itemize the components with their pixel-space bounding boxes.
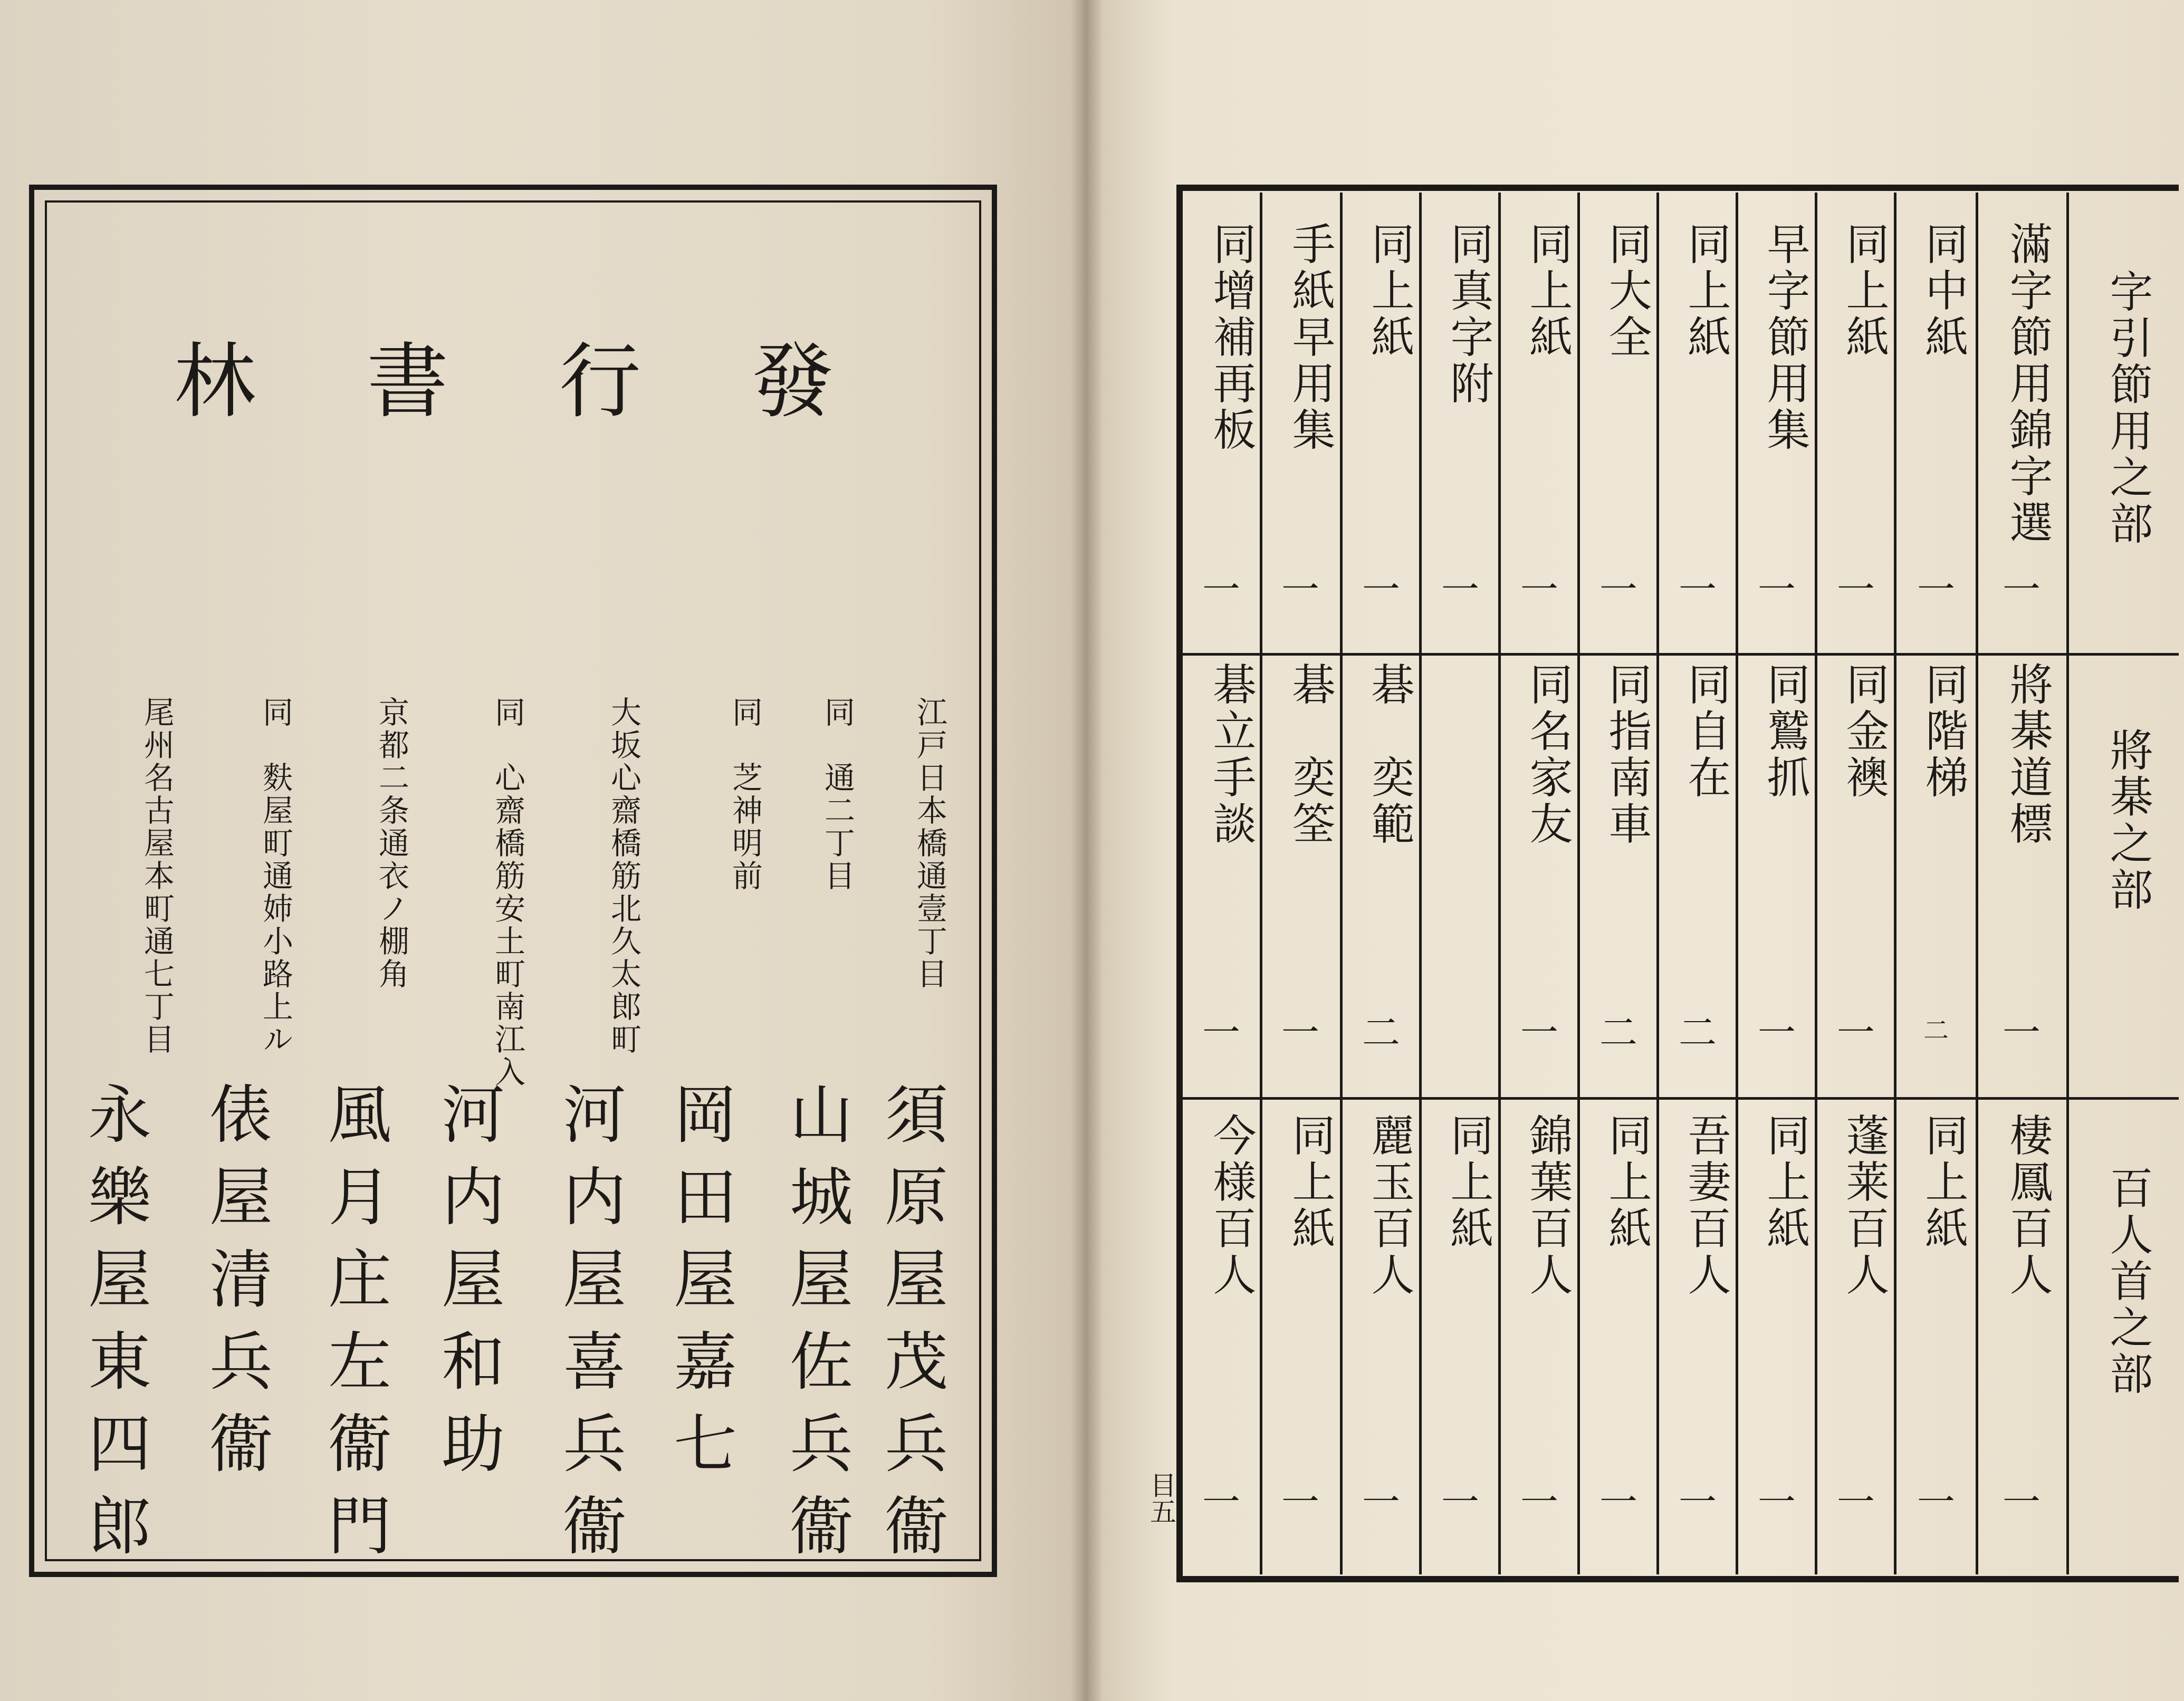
- volume-count: 二: [1362, 1011, 1400, 1055]
- volume-count: 一: [2002, 1480, 2041, 1524]
- section-header: 將棊之部: [2103, 728, 2153, 914]
- header-divider: [2066, 653, 2179, 656]
- volume-count: 一: [1917, 568, 1955, 612]
- publisher-name: 山城屋佐兵衞: [779, 1081, 852, 1575]
- catalog-title: 同真字附: [1443, 222, 1493, 407]
- volume-count: 一: [1441, 1480, 1479, 1524]
- volume-count: 二: [1923, 1016, 1949, 1045]
- catalog-title: 將棊道標: [2003, 662, 2053, 848]
- volume-count: 一: [1599, 1480, 1637, 1524]
- catalog-title: 同名家友: [1522, 662, 1573, 848]
- volume-count: 一: [1202, 1011, 1240, 1055]
- volume-count: 一: [1202, 1480, 1240, 1524]
- publisher-name: 河内屋和助: [431, 1081, 504, 1493]
- column-rule: [1894, 193, 1896, 1574]
- publisher-address: 江戸日本橋通壹丁目: [912, 696, 947, 991]
- section-header: 字引節用之部: [2103, 269, 2153, 547]
- catalog-title: 同中紙: [1918, 222, 1968, 361]
- publisher-name: 俵屋清兵衞: [199, 1081, 272, 1493]
- column-rule: [1656, 193, 1659, 1574]
- volume-count: 一: [2002, 1011, 2041, 1055]
- volume-count: 一: [1757, 568, 1796, 612]
- volume-count: 一: [1520, 568, 1558, 612]
- catalog-title: 同上紙: [1443, 1113, 1493, 1252]
- publisher-address: 同 麩屋町通姉小路上ル: [257, 696, 293, 1056]
- volume-count: 一: [1281, 1480, 1319, 1524]
- catalog-title: 同金襖: [1839, 662, 1889, 801]
- column-rule: [1736, 193, 1738, 1574]
- catalog-title: 同增補再板: [1206, 222, 1256, 454]
- catalog-title: 麗玉百人: [1364, 1113, 1414, 1299]
- volume-count: 一: [1202, 568, 1240, 612]
- row-divider: [1183, 653, 2066, 656]
- section-header: 百人首之部: [2103, 1166, 2153, 1398]
- volume-count: 一: [1599, 568, 1637, 612]
- catalog-title: 同大全: [1602, 222, 1652, 361]
- catalog-title: 棲鳳百人: [2003, 1113, 2053, 1299]
- catalog-title: 同上紙: [1285, 1113, 1335, 1252]
- publisher-address: 大坂心齋橋筋北久太郎町: [606, 696, 641, 1056]
- publisher-list-title: 發行書林: [174, 334, 944, 429]
- publisher-name: 永樂屋東四郎: [78, 1081, 151, 1575]
- catalog-title: 碁 奕範: [1364, 662, 1414, 848]
- volume-count: 一: [1520, 1011, 1558, 1055]
- volume-count: 一: [1281, 1011, 1319, 1055]
- publisher-name: 須原屋茂兵衞: [874, 1081, 947, 1575]
- publisher-address: 京都二条通衣ノ棚角: [373, 696, 409, 991]
- publisher-name: 岡田屋嘉七: [663, 1081, 736, 1493]
- volume-count: 一: [1836, 1011, 1875, 1055]
- volume-count: 二: [1678, 1011, 1717, 1055]
- catalog-title: 錦葉百人: [1522, 1113, 1573, 1299]
- catalog-title: 碁立手談: [1206, 662, 1256, 848]
- catalog-title: 今様百人: [1206, 1113, 1256, 1299]
- volume-count: 一: [1678, 1480, 1717, 1524]
- catalog-title: 同上紙: [1522, 222, 1573, 361]
- publisher-address: 同 心齋橋筋安土町南江入: [490, 696, 525, 1089]
- column-rule: [2066, 193, 2069, 1574]
- column-rule: [1976, 193, 1978, 1574]
- catalog-title: 吾妻百人: [1681, 1113, 1731, 1299]
- book-gutter: [1071, 0, 1103, 1701]
- column-rule: [1419, 193, 1422, 1574]
- catalog-title: 碁 奕筌: [1285, 662, 1335, 848]
- catalog-title: 同上紙: [1602, 1113, 1652, 1252]
- volume-count: 二: [1599, 1011, 1637, 1055]
- catalog-title: 同上紙: [1681, 222, 1731, 361]
- publisher-name: 風月庄左衞門: [318, 1081, 391, 1575]
- publisher-name: 河内屋喜兵衞: [552, 1081, 626, 1575]
- publisher-address: 同 通二丁目: [819, 696, 855, 892]
- volume-count: 一: [1757, 1011, 1796, 1055]
- catalog-title: 同上紙: [1760, 1113, 1810, 1252]
- catalog-title: 早字節用集: [1760, 222, 1810, 454]
- volume-count: 一: [1441, 568, 1479, 612]
- volume-count: 一: [1836, 568, 1875, 612]
- volume-count: 一: [2002, 568, 2041, 612]
- catalog-title: 同上紙: [1364, 222, 1414, 361]
- column-rule: [1577, 193, 1580, 1574]
- publisher-address: 尾州名古屋本町通七丁目: [139, 696, 175, 1056]
- catalog-title: 手紙早用集: [1285, 222, 1335, 454]
- volume-count: 一: [1281, 568, 1319, 612]
- volume-count: 一: [1520, 1480, 1558, 1524]
- header-divider: [2066, 1097, 2179, 1100]
- catalog-title: 同自在: [1681, 662, 1731, 801]
- catalog-title: 同階梯: [1918, 662, 1968, 801]
- row-divider: [1183, 1097, 2066, 1100]
- volume-count: 一: [1757, 1480, 1796, 1524]
- volume-count: 一: [1678, 568, 1717, 612]
- volume-count: 一: [1362, 568, 1400, 612]
- publisher-address: 同 芝神明前: [727, 696, 763, 892]
- catalog-title: 滿字節用錦字選: [2003, 222, 2053, 546]
- catalog-title: 同上紙: [1839, 222, 1889, 361]
- catalog-title: 同上紙: [1918, 1113, 1968, 1252]
- catalog-title: 同鷲抓: [1760, 662, 1810, 801]
- catalog-title: 蓬莱百人: [1839, 1113, 1889, 1299]
- page-folio: 目五: [1146, 1472, 1176, 1524]
- volume-count: 一: [1917, 1480, 1955, 1524]
- volume-count: 一: [1836, 1480, 1875, 1524]
- volume-count: 一: [1362, 1480, 1400, 1524]
- catalog-title: 同指南車: [1602, 662, 1652, 848]
